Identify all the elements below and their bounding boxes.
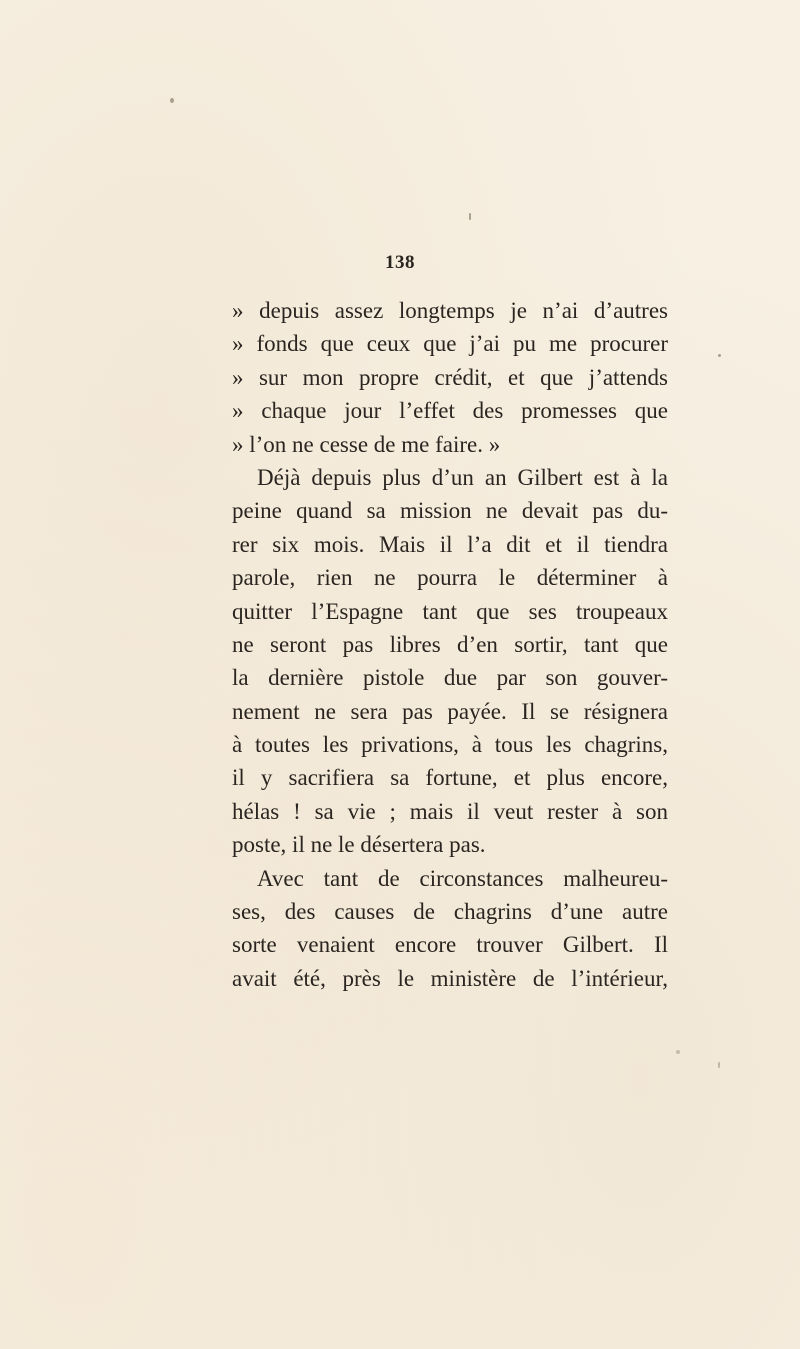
paper-speck	[718, 1062, 720, 1068]
text-line: quitter l’Espagne tant que ses troupeaux	[232, 598, 668, 624]
text-line: » depuis assez longtemps je n’ai d’autres	[232, 298, 668, 323]
text-line: » l’on ne cesse de me faire. »	[232, 431, 501, 457]
text-line: » chaque jour l’effet des promesses que	[232, 398, 668, 424]
text-line: avait été, près le ministère de l’intérieur,	[232, 965, 668, 991]
paper-speck	[718, 354, 721, 357]
text-line: rer six mois. Mais il l’a dit et il tiendra	[232, 531, 668, 557]
text-line: ne seront pas libres d’en sortir, tant que	[232, 631, 668, 657]
text-line: poste, il ne le désertera pas.	[232, 832, 486, 858]
text-line: peine quand sa mission ne devait pas du-	[232, 498, 668, 524]
body-text	[232, 294, 668, 995]
text-line: sorte venaient encore trouver Gilbert. Il	[232, 932, 668, 958]
text-line: nement ne sera pas payée. Il se résignera	[232, 698, 668, 724]
text-line: » sur mon propre crédit, et que j’attends	[232, 364, 668, 390]
text-line: Déjà depuis plus d’un an Gilbert est à la	[257, 464, 668, 490]
text-line: parole, rien ne pourra le déterminer à	[232, 565, 668, 591]
text-line: ses, des causes de chagrins d’une autre	[232, 899, 668, 925]
text-line: Avec tant de circonstances malheureu-	[257, 865, 668, 891]
text-line: la dernière pistole due par son gouver-	[232, 665, 668, 691]
text-line: hélas ! sa vie ; mais il veut rester à son	[232, 798, 668, 824]
text-line: il y sacrifiera sa fortune, et plus encore,	[232, 765, 668, 791]
page-number: 138	[385, 252, 415, 273]
paper-speck	[676, 1050, 680, 1054]
paper-speck	[170, 98, 174, 103]
paper-speck	[469, 213, 471, 220]
text-line: à toutes les privations, à tous les chagrins,	[232, 732, 668, 758]
text-line: » fonds que ceux que j’ai pu me procurer	[232, 331, 668, 357]
